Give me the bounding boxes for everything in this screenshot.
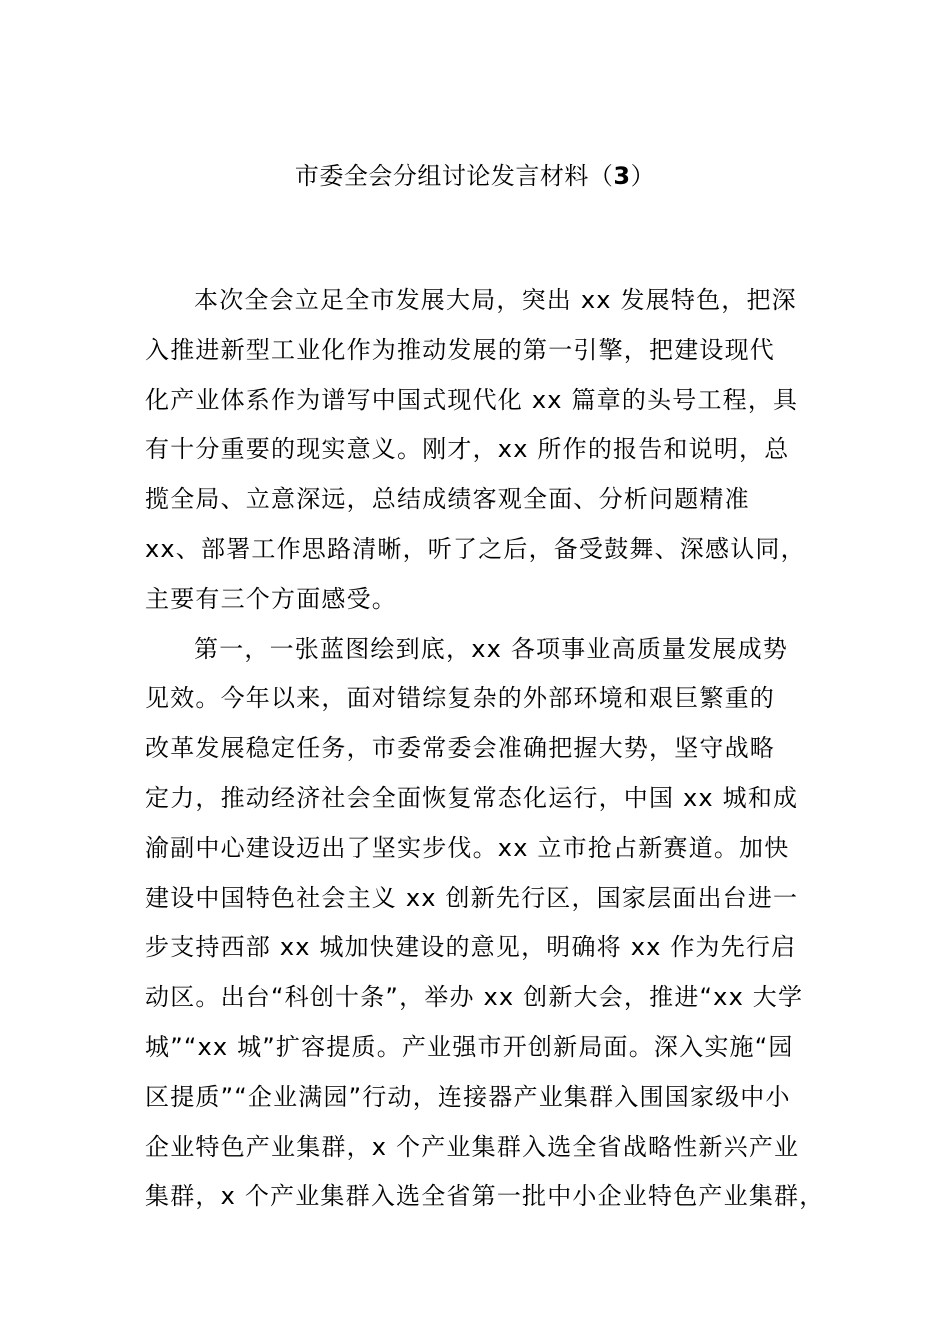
paragraph-1-line-2: 入推进新型工业化作为推动发展的第一引擎，把建设现代 [145,335,775,364]
paragraph-2-line-10: 区提质”“企业满园”行动，连接器产业集群入围国家级中小 [145,1082,791,1111]
paragraph-2-line-5: 渝副中心建设迈出了坚实步伐。xx 立市抢占新赛道。加快 [145,833,790,862]
paragraph-1-line-6: xx、部署工作思路清晰，听了之后，备受鼓舞、深感认同， [145,534,806,563]
document-body [145,276,835,1222]
paragraph-2-line-1: 第一，一张蓝图绘到底，xx 各项事业高质量发展成势 [194,634,789,663]
paragraph-2-line-7: 步支持西部 xx 城加快建设的意见，明确将 xx 作为先行启 [145,933,797,962]
paragraph-1-line-3: 化产业体系作为谱写中国式现代化 xx 篇章的头号工程，具 [145,385,799,414]
paragraph-2-line-9: 城”“xx 城”扩容提质。产业强市开创新局面。深入实施“园 [145,1032,794,1061]
document-title [0,158,950,194]
paragraph-2-line-6: 建设中国特色社会主义 xx 创新先行区，国家层面出台进一 [145,883,799,912]
paragraph-2-line-2: 见效。今年以来，面对错综复杂的外部环境和艰巨繁重的 [145,684,775,713]
title-number: 3 [613,162,631,190]
title-close: ） [630,162,656,190]
paragraph-2-line-11: 企业特色产业集群，x 个产业集群入选全省战略性新兴产业 [145,1132,800,1161]
paragraph-2-line-8: 动区。出台“科创十条”，举办 xx 创新大会，推进“xx 大学 [145,983,804,1012]
paragraph-1-line-4: 有十分重要的现实意义。刚才，xx 所作的报告和说明，总 [145,435,790,464]
paragraph-1-line-5: 揽全局、立意深远，总结成绩客观全面、分析问题精准 [145,485,750,514]
paragraph-1-line-1: 本次全会立足全市发展大局，突出 xx 发展特色，把深 [194,286,797,314]
paragraph-2-line-12: 集群，x 个产业集群入选全省第一批中小企业特色产业集群， [145,1182,825,1211]
title-text: 市委全会分组讨论发言材料（ [294,162,614,190]
paragraph-1-line-7: 主要有三个方面感受。 [145,584,397,613]
paragraph-2-line-4: 定力，推动经济社会全面恢复常态化运行，中国 xx 城和成 [145,783,799,812]
paragraph-2-line-3: 改革发展稳定任务，市委常委会准确把握大势，坚守战略 [145,734,775,763]
